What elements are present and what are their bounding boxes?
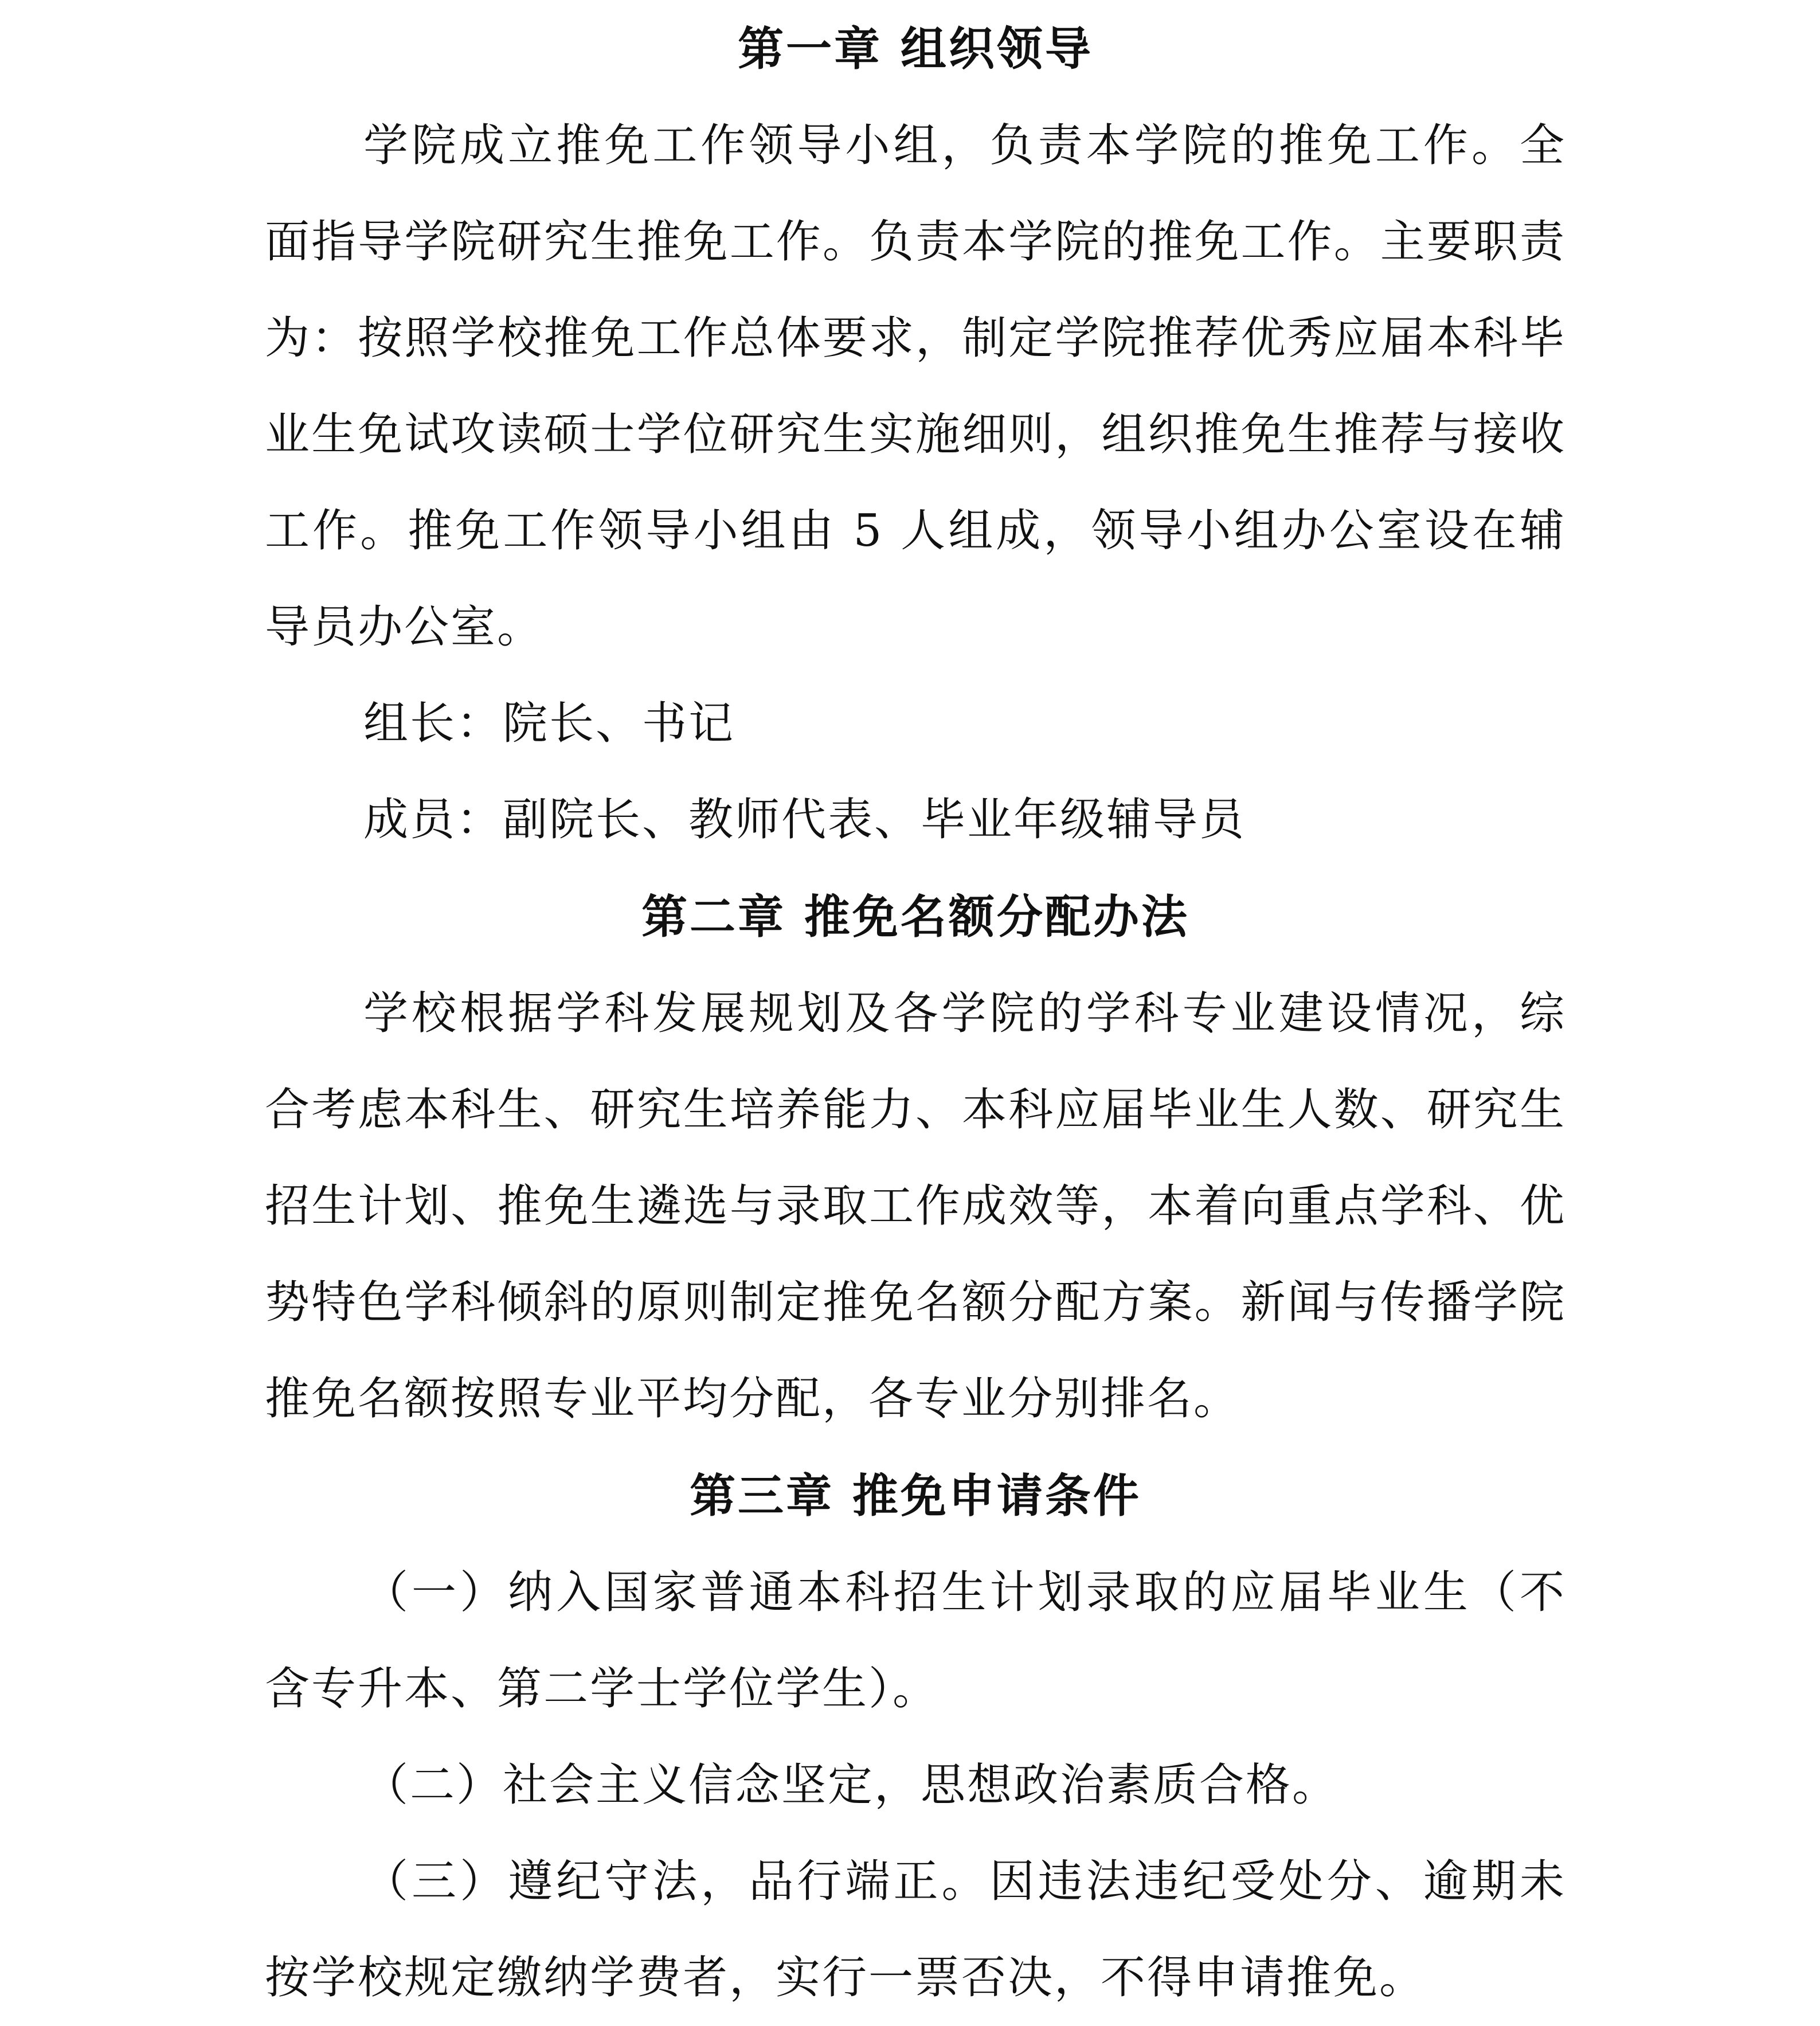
chapter-2-paragraph-1: 学校根据学科发展规划及各学院的学科专业建设情况，综合考虑本科生、研究生培养能力、本科应届毕业生人数、研究生招生计划、推免生遴选与录取工作成效等，本着向重点学科、优势特色学科倾斜的原则制定推免名额分配方案。新闻与传播学院推免名额按照专业平均分配，各专业分别排名。 [265,988,1566,1425]
chapter-1-paragraph-members: 成员：副院长、教师代表、毕业年级辅导员 [363,794,1246,846]
chapter-3-paragraph-1: （一）纳入国家普通本科招生计划录取的应届毕业生（不含专升本、第二学士学位学生）。 [265,1567,1566,1715]
chapter-2-heading: 第二章 推免名额分配办法 [641,890,1189,944]
chapter-1-paragraph-1: 学院成立推免工作领导小组，负责本学院的推免工作。全面指导学院研究生推免工作。负责本学院的推免工作。主要职责为：按照学校推免工作总体要求，制定学院推荐优秀应届本科毕业生免试攻读硕士学位研究生实施细则，组织推免生推荐与接收工作。推免工作领导小组由 5 人组成，领导小组办公室设在辅导员办公室。 [265,120,1566,653]
chapter-3-heading: 第三章 推免申请条件 [690,1469,1141,1523]
chapter-3-paragraph-3: （三）遵纪守法，品行端正。因违法违纪受处分、逾期未按学校规定缴纳学费者，实行一票否决，不得申请推免。 [265,1856,1566,2004]
chapter-1-paragraph-leader: 组长：院长、书记 [363,698,735,749]
chapter-3-paragraph-2: （二）社会主义信念坚定，思想政治素质合格。 [363,1759,1339,1811]
chapter-1-heading: 第一章 组织领导 [738,22,1093,76]
document-page [265,0,1566,2026]
